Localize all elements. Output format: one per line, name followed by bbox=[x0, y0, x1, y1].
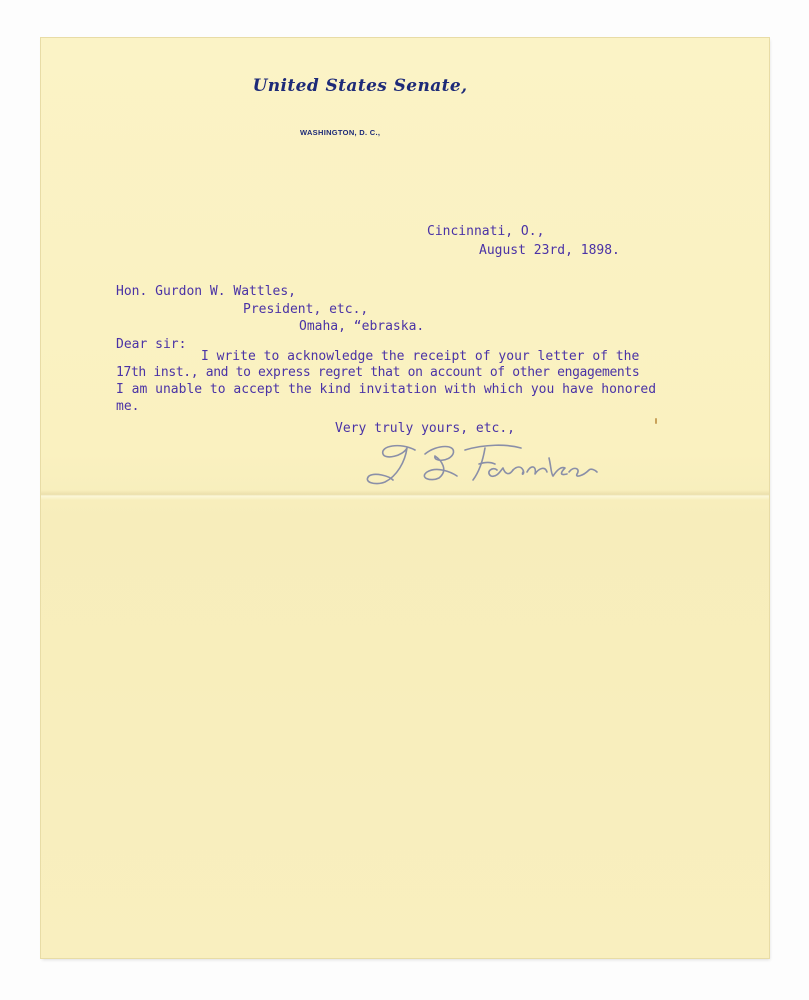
dateline-date: August 23rd, 1898. bbox=[479, 243, 620, 258]
body-line: I am unable to accept the kind invitation with which you have honored bbox=[116, 382, 657, 397]
addressee-name: Hon. Gurdon W. Wattles, bbox=[116, 284, 297, 299]
body-line: I write to acknowledge the receipt of your letter of the bbox=[201, 349, 640, 364]
signature bbox=[345, 432, 605, 492]
body-line: me. bbox=[116, 399, 140, 414]
closing: Very truly yours, etc., bbox=[335, 421, 516, 436]
body-line: 17th inst., and to express regret that on account of other engagements bbox=[116, 365, 640, 380]
letterhead-city: WASHINGTON, D. C., bbox=[300, 128, 381, 137]
letterhead-title: United States Senate, bbox=[252, 76, 468, 96]
dateline-place: Cincinnati, O., bbox=[427, 224, 545, 239]
letter-sheet bbox=[41, 38, 769, 958]
salutation: Dear sir: bbox=[116, 337, 187, 352]
paper-fleck bbox=[655, 418, 657, 424]
addressee-title: President, etc., bbox=[243, 302, 369, 317]
addressee-location: Omaha, “ebraska. bbox=[299, 319, 425, 334]
